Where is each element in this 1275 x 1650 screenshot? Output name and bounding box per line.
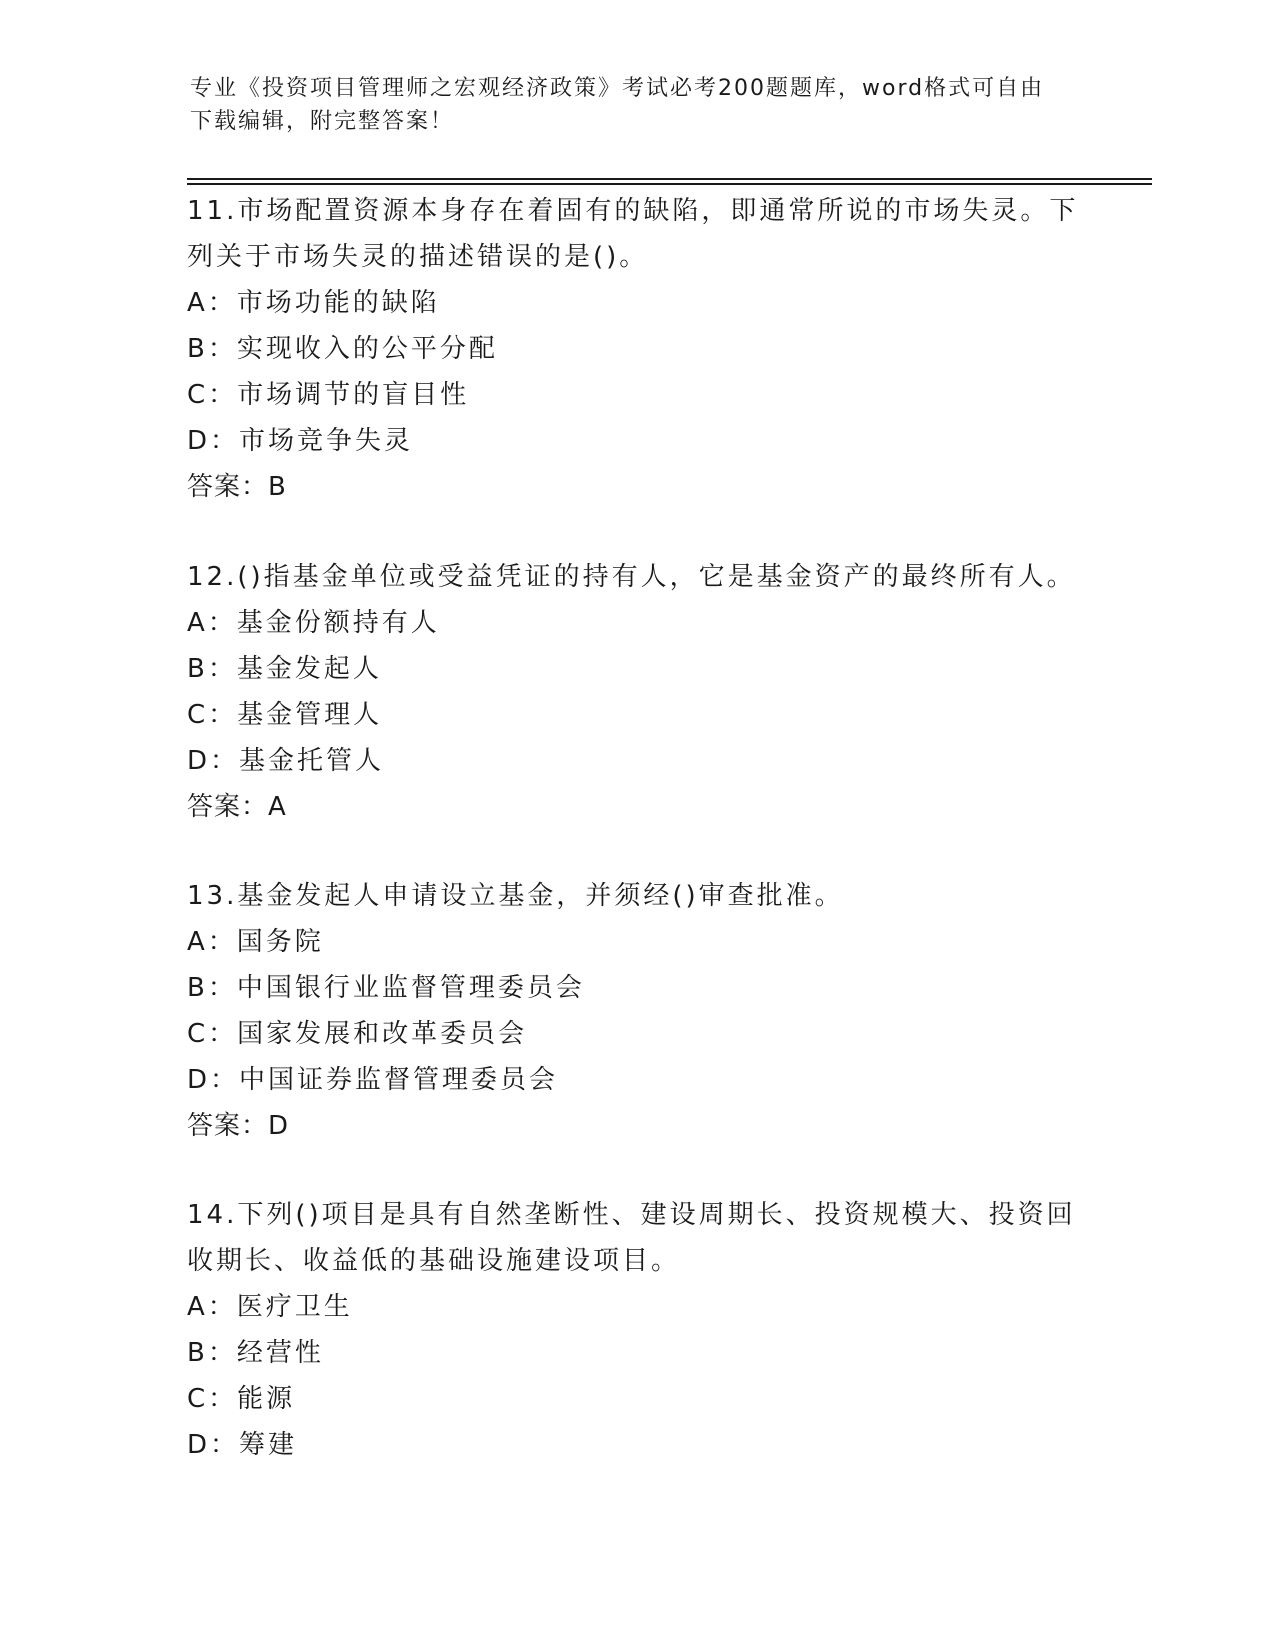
- header-divider-bottom: [187, 183, 1152, 185]
- option-d: D：市场竞争失灵: [187, 426, 414, 456]
- option-a: A：市场功能的缺陷: [187, 288, 440, 318]
- question-stem: 13.基金发起人申请设立基金，并须经()审查批准。: [187, 881, 844, 911]
- question-stem: 11.市场配置资源本身存在着固有的缺陷，即通常所说的市场失灵。下: [187, 196, 1079, 226]
- question-11: [187, 188, 1087, 510]
- option-c: C：国家发展和改革委员会: [187, 1019, 528, 1049]
- question-stem-continued: 列关于市场失灵的描述错误的是()。: [187, 242, 649, 272]
- header-line-1: 专业《投资项目管理师之宏观经济政策》考试必考200题题库，word格式可自由: [190, 76, 1045, 101]
- option-c: C：能源: [187, 1384, 296, 1414]
- header-line-2: 下载编辑，附完整答案！: [190, 109, 455, 134]
- option-d: D：筹建: [187, 1430, 298, 1460]
- option-a: A：国务院: [187, 927, 324, 957]
- option-b: B：经营性: [187, 1338, 324, 1368]
- question-stem: 12.()指基金单位或受益凭证的持有人，它是基金资产的最终所有人。: [187, 562, 1076, 592]
- question-14: [187, 1192, 1087, 1468]
- header-divider-top: [187, 178, 1152, 180]
- option-d: D：基金托管人: [187, 746, 385, 776]
- option-a: A：基金份额持有人: [187, 608, 440, 638]
- option-d: D：中国证券监督管理委员会: [187, 1065, 559, 1095]
- answer: 答案：B: [187, 472, 287, 502]
- answer: 答案：A: [187, 792, 287, 822]
- option-b: B：实现收入的公平分配: [187, 334, 498, 364]
- document-header: [190, 72, 1090, 138]
- option-c: C：基金管理人: [187, 700, 383, 730]
- option-b: B：基金发起人: [187, 654, 382, 684]
- option-c: C：市场调节的盲目性: [187, 380, 470, 410]
- option-a: A：医疗卫生: [187, 1292, 353, 1322]
- question-12: [187, 554, 1087, 830]
- question-stem-continued: 收期长、收益低的基础设施建设项目。: [187, 1246, 681, 1276]
- answer: 答案：D: [187, 1111, 290, 1141]
- question-13: [187, 873, 1087, 1149]
- question-stem: 14.下列()项目是具有自然垄断性、建设周期长、投资规模大、投资回: [187, 1200, 1076, 1230]
- option-b: B：中国银行业监督管理委员会: [187, 973, 585, 1003]
